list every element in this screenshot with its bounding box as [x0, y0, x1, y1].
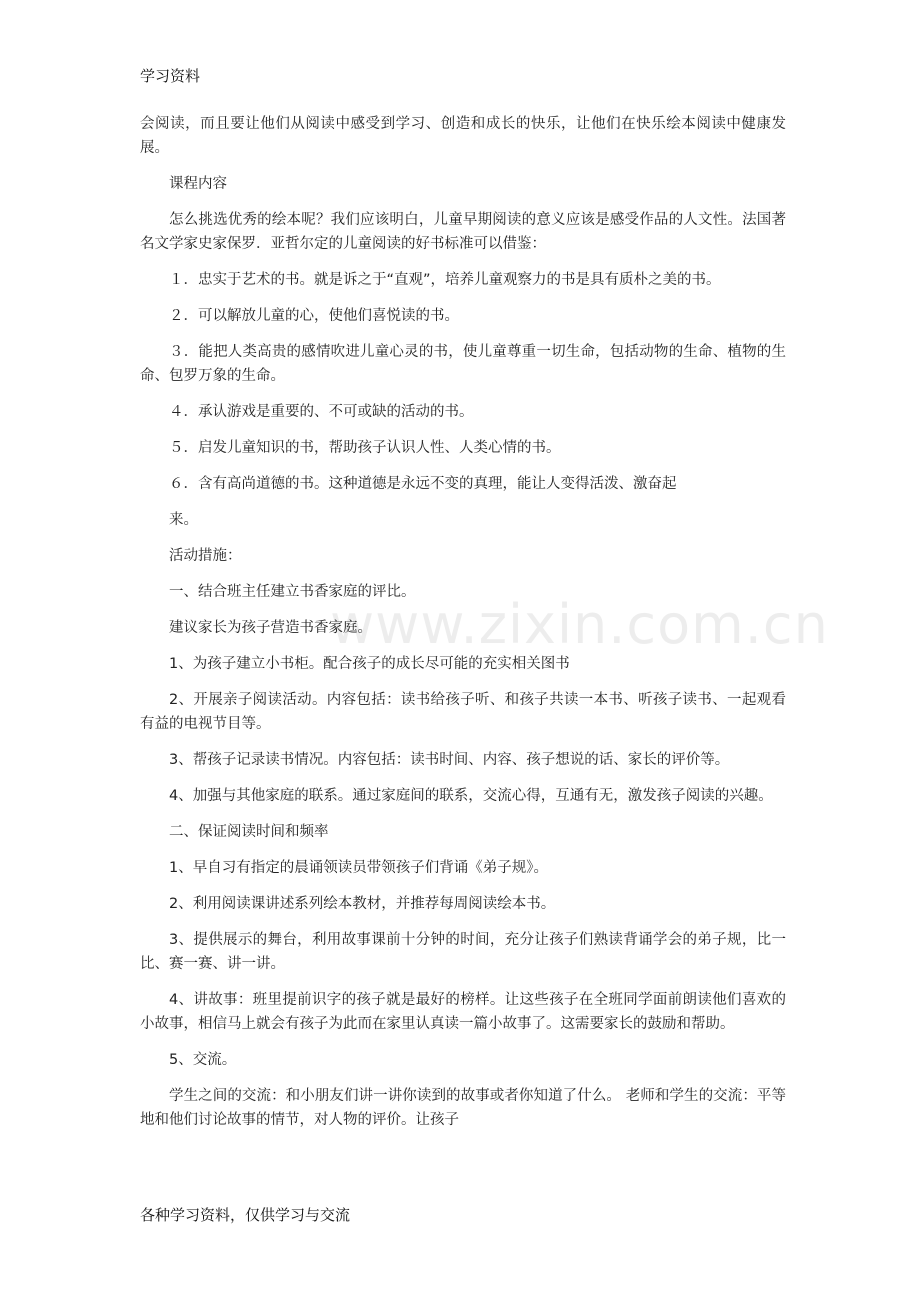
time-item-3: 3、提供展示的舞台，利用故事课前十分钟的时间，充分让孩子们熟读背诵学会的弟子规，比一比、赛一赛、讲一讲。 [140, 932, 786, 972]
page-footer: 各种学习资料，仅供学习与交流 [140, 1206, 351, 1224]
list-item-3: ３．能把人类高贵的感情吹进儿童心灵的书，使儿童尊重一切生命，包括动物的生命、植物的生命、包罗万象的生命。 [140, 344, 786, 384]
time-item-2: 2、利用阅读课讲述系列绘本教材，并推荐每周阅读绘本书。 [169, 896, 556, 912]
watermark: www.zixin.com.cn [330, 593, 829, 656]
list-item-5: ５．启发儿童知识的书，帮助孩子认识人性、人类心情的书。 [169, 440, 561, 456]
list-item-4: ４．承认游戏是重要的、不可或缺的活动的书。 [169, 404, 474, 420]
list-item-6: ６．含有高尚道德的书。这种道德是永远不变的真理，能让人变得活泼、激奋起 [169, 476, 677, 492]
subsection-heading-1: 一、结合班主任建立书香家庭的评比。 [169, 584, 416, 600]
paragraph-3: 怎么挑选优秀的绘本呢？我们应该明白，儿童早期阅读的意义应该是感受作品的人文性。法国著名文学家史家保罗．亚哲尔定的儿童阅读的好书标准可以借鉴： [140, 212, 786, 252]
paragraph-exchange: 学生之间的交流：和小朋友们讲一讲你读到的故事或者你知道了什么。 老师和学生的交流：平等地和他们讨论故事的情节，对人物的评价。让孩子 [140, 1088, 786, 1128]
paragraph-suggestion: 建议家长为孩子营造书香家庭。 [169, 620, 372, 636]
section-heading-course-content: 课程内容 [169, 176, 227, 192]
subsection-heading-2: 二、保证阅读时间和频率 [169, 824, 329, 840]
measure-item-1: 1、为孩子建立小书柜。配合孩子的成长尽可能的充实相关图书 [169, 656, 570, 672]
time-item-1: 1、早自习有指定的晨诵领读员带领孩子们背诵《弟子规》。 [169, 860, 548, 876]
list-item-2: ２．可以解放儿童的心，使他们喜悦读的书。 [169, 308, 459, 324]
measure-item-4: 4、加强与其他家庭的联系。通过家庭间的联系，交流心得，互通有无，激发孩子阅读的兴趣。 [169, 788, 773, 804]
paragraph-1: 会阅读，而且要让他们从阅读中感受到学习、创造和成长的快乐，让他们在快乐绘本阅读中健康发展。 [140, 116, 786, 156]
list-item-6-continued: 来。 [169, 512, 198, 528]
time-item-4: 4、讲故事：班里提前识字的孩子就是最好的榜样。让这些孩子在全班同学面前朗读他们喜欢的小故事，相信马上就会有孩子为此而在家里认真读一篇小故事了。这需要家长的鼓励和帮助。 [140, 992, 786, 1032]
measure-item-3: 3、帮孩子记录读书情况。内容包括：读书时间、内容、孩子想说的话、家长的评价等。 [169, 752, 730, 768]
section-heading-activities: 活动措施： [169, 548, 242, 564]
page-header: 学习资料 [140, 67, 201, 85]
list-item-1: １．忠实于艺术的书。就是诉之于“直观”，培养儿童观察力的书是具有质朴之美的书。 [169, 272, 721, 288]
measure-item-2: 2、开展亲子阅读活动。内容包括：读书给孩子听、和孩子共读一本书、听孩子读书、一起观看有益的电视节目等。 [140, 692, 786, 732]
document-body [140, 112, 786, 1144]
time-item-5: 5、交流。 [169, 1052, 237, 1068]
